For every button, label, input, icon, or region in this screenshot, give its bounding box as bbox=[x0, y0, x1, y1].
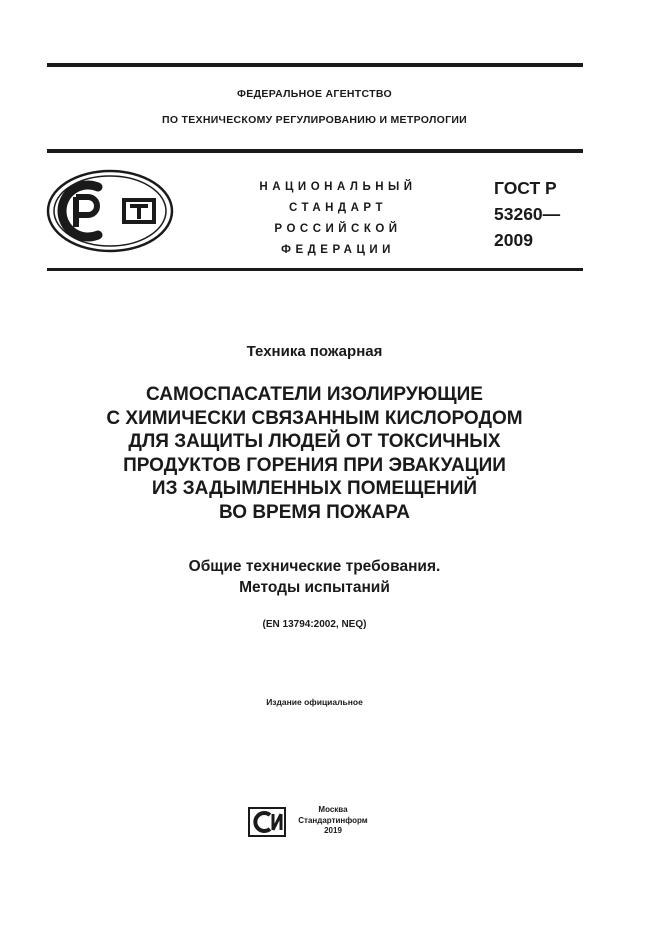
document-title bbox=[0, 383, 629, 525]
national-standard-line-2: СТАНДАРТ bbox=[289, 202, 387, 214]
publisher-info bbox=[293, 805, 373, 837]
document-subject: Техника пожарная bbox=[246, 343, 383, 360]
edition-label: Издание официальное bbox=[266, 697, 363, 707]
document-subtitle-line-2: Методы испытаний bbox=[239, 579, 390, 596]
document-title-line-4: ПРОДУКТОВ ГОРЕНИЯ ПРИ ЭВАКУАЦИИ bbox=[123, 454, 506, 476]
national-standard-title bbox=[238, 177, 438, 261]
document-subtitle-line-1: Общие технические требования. bbox=[188, 558, 441, 575]
gost-number-line-1: ГОСТ Р bbox=[494, 178, 557, 198]
standartinform-logo-icon bbox=[248, 807, 286, 837]
document-subtitle bbox=[0, 556, 629, 598]
document-title-line-1: САМОСПАСАТЕЛИ ИЗОЛИРУЮЩИЕ bbox=[146, 384, 483, 405]
gost-number bbox=[494, 175, 560, 253]
rst-certification-logo-icon bbox=[46, 169, 174, 253]
standard-block-divider bbox=[47, 268, 583, 271]
national-standard-line-4: ФЕДЕРАЦИИ bbox=[281, 244, 395, 256]
document-title-line-5: ИЗ ЗАДЫМЛЕННЫХ ПОМЕЩЕНИЙ bbox=[151, 478, 478, 500]
national-standard-line-3: РОССИЙСКОЙ bbox=[274, 223, 402, 235]
agency-name-line-2: ПО ТЕХНИЧЕСКОМУ РЕГУЛИРОВАНИЮ И МЕТРОЛОГИИ bbox=[161, 114, 468, 126]
document-title-line-6: ВО ВРЕМЯ ПОЖАРА bbox=[219, 501, 410, 523]
gost-number-line-2: 53260— bbox=[494, 204, 561, 224]
header-divider bbox=[47, 149, 583, 153]
document-title-line-3: ДЛЯ ЗАЩИТЫ ЛЮДЕЙ ОТ ТОКСИЧНЫХ bbox=[128, 431, 501, 453]
publisher-city: Москва bbox=[318, 805, 348, 814]
national-standard-line-1: НАЦИОНАЛЬНЫЙ bbox=[259, 181, 417, 193]
publisher-name: Стандартинформ bbox=[298, 815, 368, 825]
international-reference: (EN 13794:2002, NEQ) bbox=[262, 619, 367, 630]
agency-name-line-1: ФЕДЕРАЛЬНОЕ АГЕНТСТВО bbox=[237, 88, 392, 100]
gost-number-line-3: 2009 bbox=[494, 230, 533, 250]
top-divider bbox=[47, 63, 583, 67]
document-title-line-2: С ХИМИЧЕСКИ СВЯЗАННЫМ КИСЛОРОДОМ bbox=[106, 407, 523, 429]
publisher-year: 2019 bbox=[324, 826, 342, 835]
